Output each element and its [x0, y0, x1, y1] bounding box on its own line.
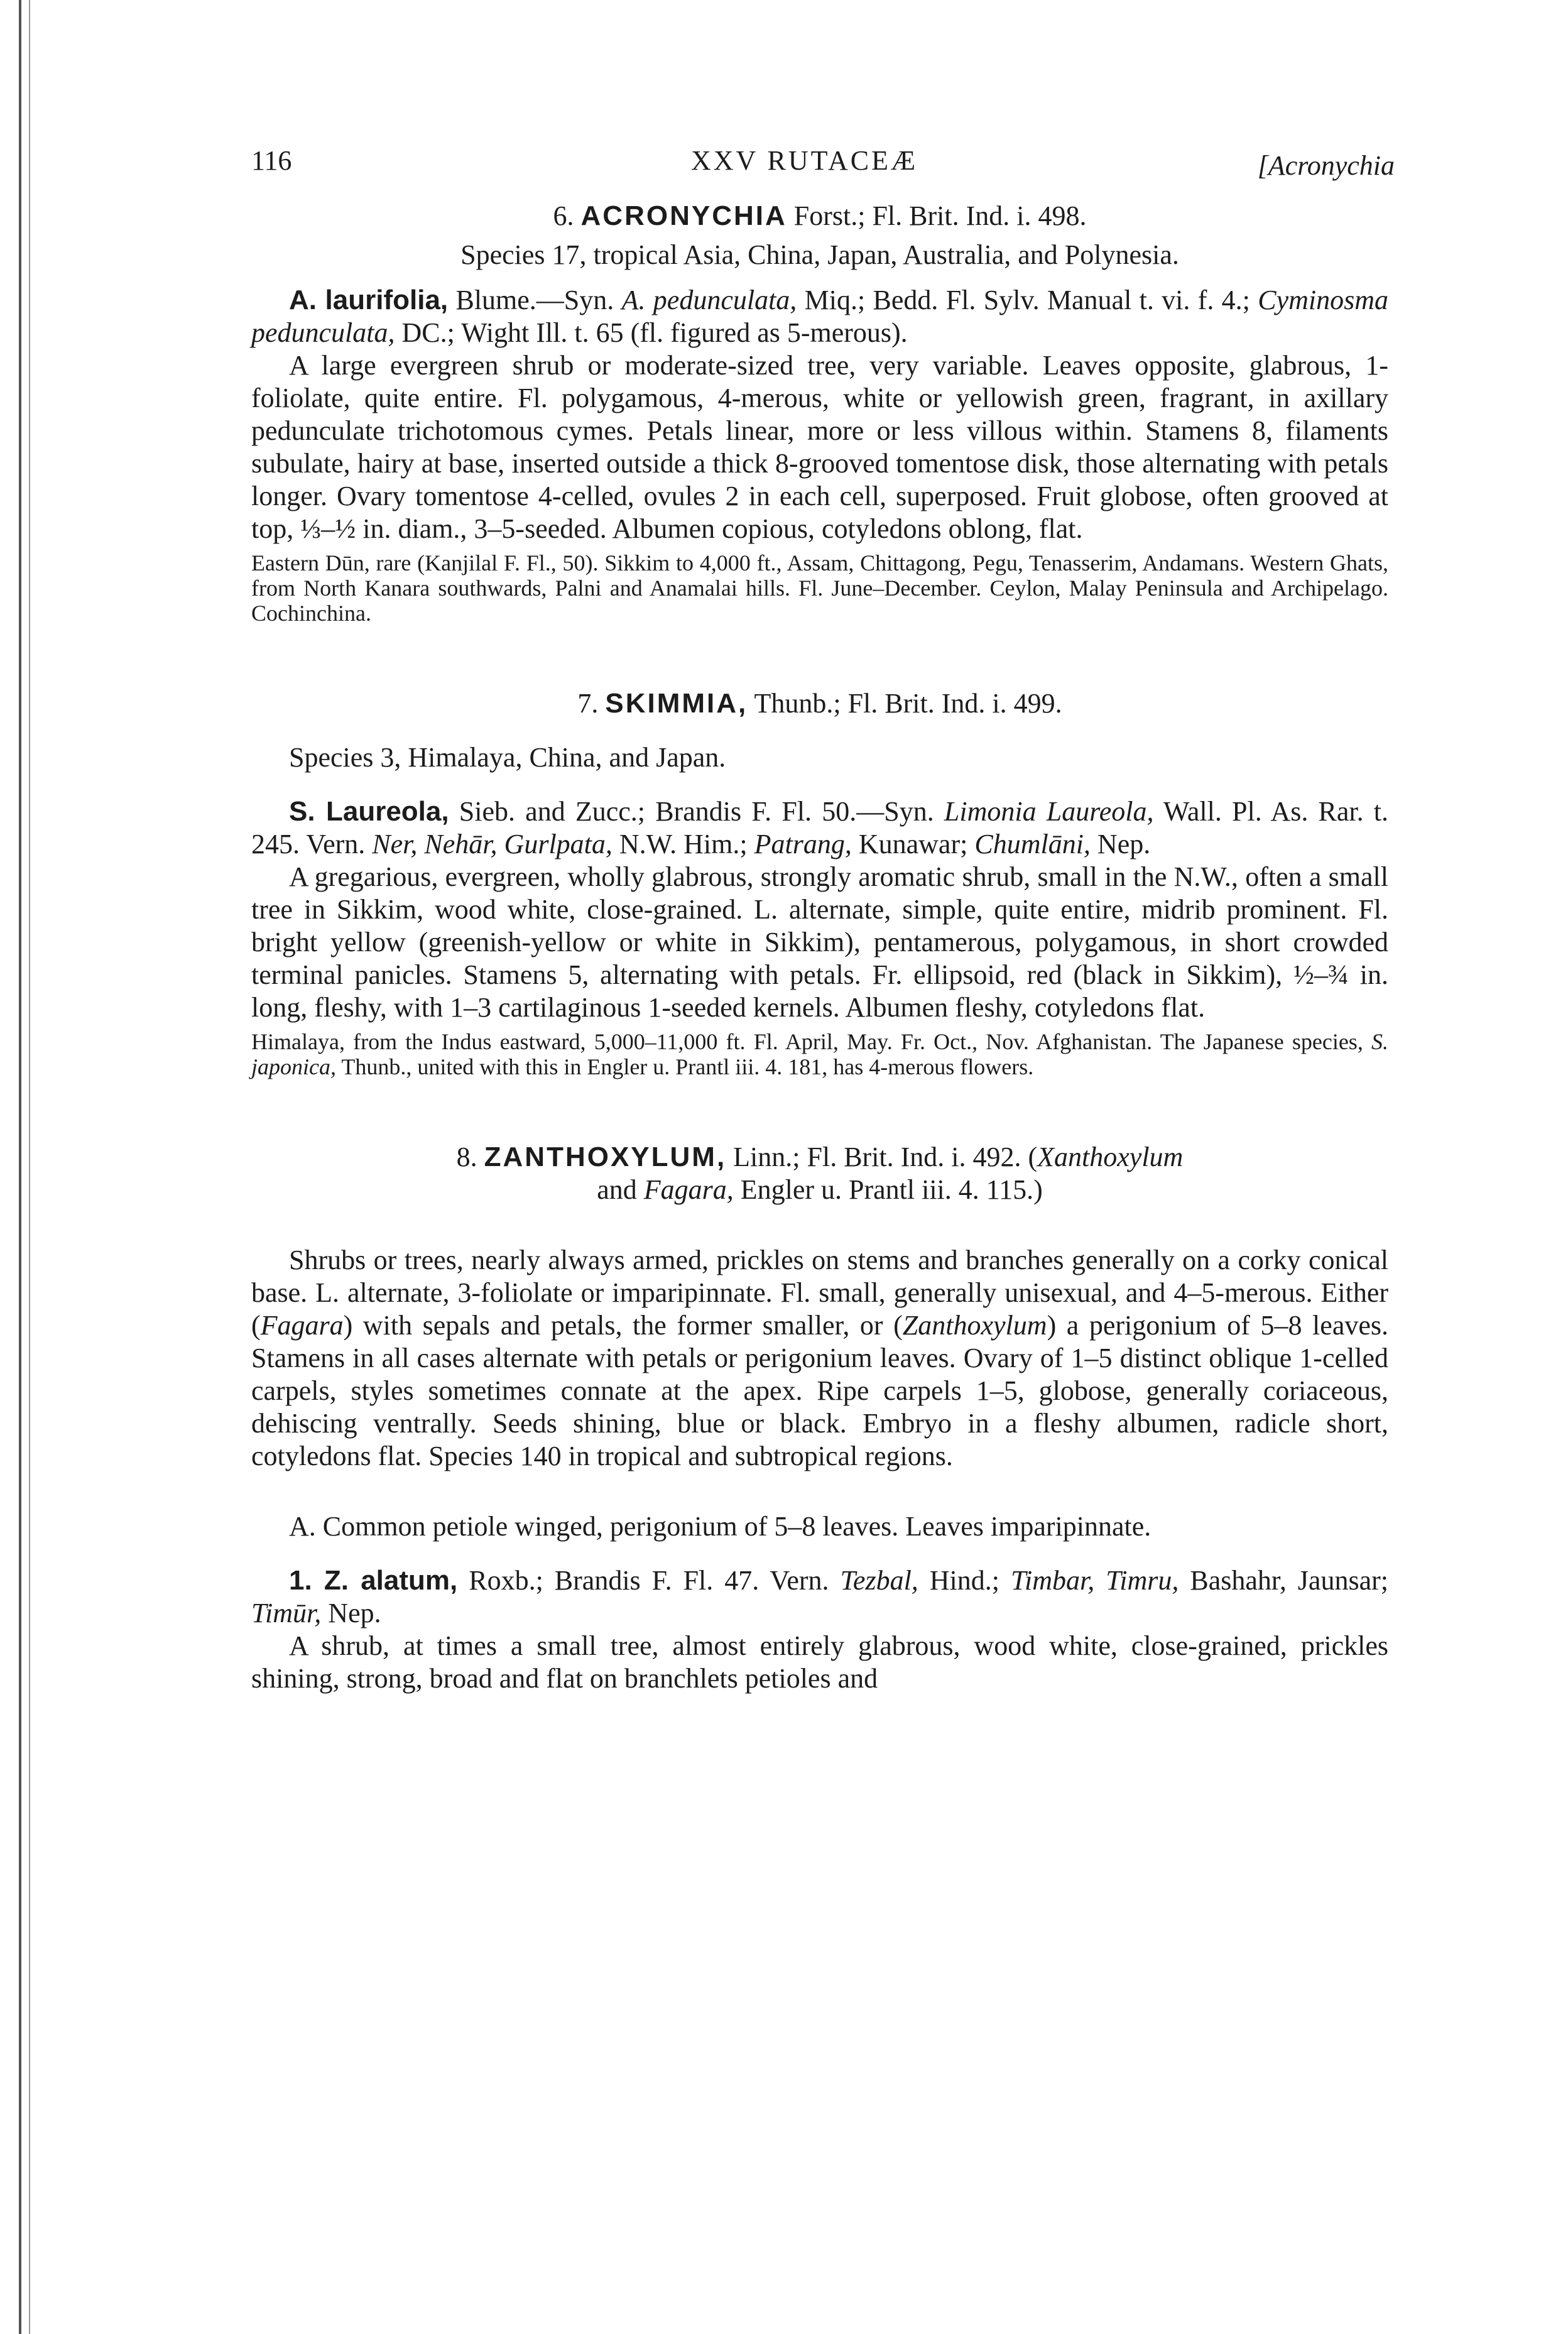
- section-title: XXV RUTACEÆ: [691, 145, 918, 176]
- description-text: ) a perigonium of 5–8 leaves. Stamens in all cases alternate with petals or perigonium leaves. Ovary of 1–5 distinct oblique 1-celled carpels, styles sometimes connate at the apex. Ripe carpels 1–5, globose, generally coriaceous, dehiscing ventrally. Seeds shining, blue or black. Embryo in a fleshy albumen, radicle short, cotyledons flat. Species 140 in tropical and subtropical regions.: [251, 1310, 1388, 1471]
- synonymy-text: Wall. Pl. As. Rar. t. 245. Vern.: [251, 796, 1389, 859]
- genus-authority: Forst.; Fl. Brit. Ind. i. 498.: [793, 200, 1087, 231]
- synonymy-text: Kunawar;: [851, 829, 975, 859]
- description-text: Shrubs or trees, nearly always armed, prickles on stems and branches generally on a corky conical base. L. alternate, 3-foliolate or imparipinnate. Fl. small, generally unisexual, and 4–5-merous. Either (: [251, 1245, 1388, 1341]
- synonymy-text: Miq.; Bedd. Fl. Sylv. Manual t. vi. f. 4.;: [797, 285, 1258, 315]
- description-text: ) with sepals and petals, the former smaller, or (: [343, 1310, 903, 1341]
- species-description: A shrub, at times a small tree, almost entirely glabrous, wood white, close-grained, prickles shining, strong, broad and flat on branchlets petioles and: [251, 1630, 1388, 1694]
- vernacular-italic: Patrang,: [754, 829, 852, 859]
- synonymy-text: Hind.;: [918, 1565, 1011, 1596]
- description-italic: Fagara: [260, 1310, 344, 1341]
- genus-authority: and: [597, 1174, 644, 1205]
- running-head: [Acronychia: [1257, 150, 1395, 181]
- genus-authority: Linn.; Fl. Brit. Ind. i. 492. (: [733, 1142, 1038, 1172]
- genus-heading-acronychia: [251, 200, 1388, 232]
- synonymy-text: Nep.: [1090, 829, 1151, 859]
- scan-binding-edge: [19, 0, 21, 2334]
- genus-heading-skimmia: [251, 687, 1388, 720]
- genus-authority: Thunb.; Fl. Brit. Ind. i. 499.: [754, 688, 1062, 719]
- scan-binding-edge-inner: [29, 0, 30, 2334]
- species-synonymy: [251, 795, 1388, 861]
- authority-italic: Xanthoxylum: [1037, 1142, 1184, 1172]
- species-name: 1. Z. alatum,: [289, 1565, 458, 1596]
- vernacular-italic: Tezbal,: [840, 1565, 918, 1596]
- species-description: A gregarious, evergreen, wholly glabrous, strongly aromatic shrub, small in the N.W., often a small tree in Sikkim, wood white, close-grained. L. alternate, simple, quite entire, midrib prominent. Fl. bright yellow (greenish-yellow or white in Sikkim), pentamerous, polygamous, in short crowded terminal panicles. Stamens 5, alternating with petals. Fr. ellipsoid, red (black in Sikkim), ½–¾ in. long, fleshy, with 1–3 cartilaginous 1-seeded kernels. Albumen fleshy, cotyledons flat.: [251, 861, 1388, 1023]
- running-header: [251, 145, 1395, 188]
- genus-authority: Engler u. Prantl iii. 4. 115.): [733, 1174, 1043, 1205]
- vernacular-italic: Ner, Nehār, Gurlpata,: [372, 829, 612, 859]
- genus-distribution: Species 17, tropical Asia, China, Japan, Australia, and Polynesia.: [460, 239, 1179, 270]
- synonymy-text: Sieb. and Zucc.; Brandis F. Fl. 50.—Syn.: [459, 796, 944, 827]
- key-section-a: A. Common petiole winged, perigonium of 5–8 leaves. Leaves imparipinnate.: [289, 1511, 1152, 1542]
- synonymy-text: Nep.: [321, 1598, 381, 1628]
- synonymy-text: Blume.—Syn.: [455, 285, 622, 315]
- genus-number: 7.: [577, 688, 599, 719]
- species-localities: Eastern Dūn, rare (Kanjilal F. Fl., 50). Sikkim to 4,000 ft., Assam, Chittagong, Pegu, Tenasserim, Andamans. Western Ghats, from North Kanara southwards, Palni and Anamalai hills. Fl. June–December. Ceylon, Malay Peninsula and Archipelago. Cochinchina.: [251, 550, 1388, 626]
- vernacular-italic: Timbar, Timru,: [1010, 1565, 1179, 1596]
- genus-number: 6.: [553, 200, 574, 231]
- species-name: S. Laureola,: [289, 796, 449, 827]
- species-name: A. laurifolia,: [289, 285, 449, 315]
- page-number: 116: [251, 145, 292, 176]
- synonymy-text: DC.; Wight Ill. t. 65 (fl. figured as 5-merous).: [395, 317, 908, 348]
- genus-distribution: Species 3, Himalaya, China, and Japan.: [289, 742, 726, 773]
- species-synonymy: [251, 284, 1388, 349]
- description-italic: Zanthoxylum: [902, 1310, 1047, 1341]
- species-synonymy: [251, 1564, 1388, 1630]
- genus-heading-zanthoxylum: [251, 1141, 1388, 1206]
- species-localities: [251, 1029, 1388, 1079]
- genus-number: 8.: [456, 1142, 477, 1172]
- genus-name: SKIMMIA,: [605, 688, 748, 719]
- synonym-italic: Limonia Laureola,: [944, 796, 1154, 827]
- vernacular-italic: Timūr,: [251, 1598, 322, 1628]
- genus-name: ZANTHOXYLUM,: [484, 1142, 727, 1172]
- localities-text: Himalaya, from the Indus eastward, 5,000–11,000 ft. Fl. April, May. Fr. Oct., Nov. Afghanistan. The Japanese species,: [251, 1029, 1371, 1054]
- genus-description: [251, 1244, 1388, 1473]
- localities-italic: S. japonica,: [251, 1029, 1388, 1079]
- authority-italic: Fagara,: [643, 1174, 734, 1205]
- genus-name: ACRONYCHIA: [580, 200, 787, 231]
- synonym-italic: A. pedunculata,: [621, 285, 797, 315]
- synonymy-text: Roxb.; Brandis F. Fl. 47. Vern.: [469, 1565, 841, 1596]
- synonymy-text: Bashahr, Jaunsar;: [1179, 1565, 1388, 1596]
- synonymy-text: N.W. Him.;: [612, 829, 754, 859]
- book-page: [251, 145, 1395, 1695]
- species-description: A large evergreen shrub or moderate-sized tree, very variable. Leaves opposite, glabrous, 1-foliolate, quite entire. Fl. polygamous, 4-merous, white or yellowish green, fragrant, in axillary pedunculate trichotomous cymes. Petals linear, more or less villous within. Stamens 8, filaments subulate, hairy at base, inserted outside a thick 8-grooved tomentose disk, those alternating with petals longer. Ovary tomentose 4-celled, ovules 2 in each cell, superposed. Fruit globose, often grooved at top, ⅓–½ in. diam., 3–5-seeded. Albumen copious, cotyledons oblong, flat.: [251, 350, 1388, 544]
- synonym-italic: Cyminosma pedunculata,: [251, 285, 1389, 348]
- vernacular-italic: Chumlāni,: [974, 829, 1091, 859]
- localities-text: Thunb., united with this in Engler u. Prantl iii. 4. 181, has 4-merous flowers.: [335, 1054, 1034, 1079]
